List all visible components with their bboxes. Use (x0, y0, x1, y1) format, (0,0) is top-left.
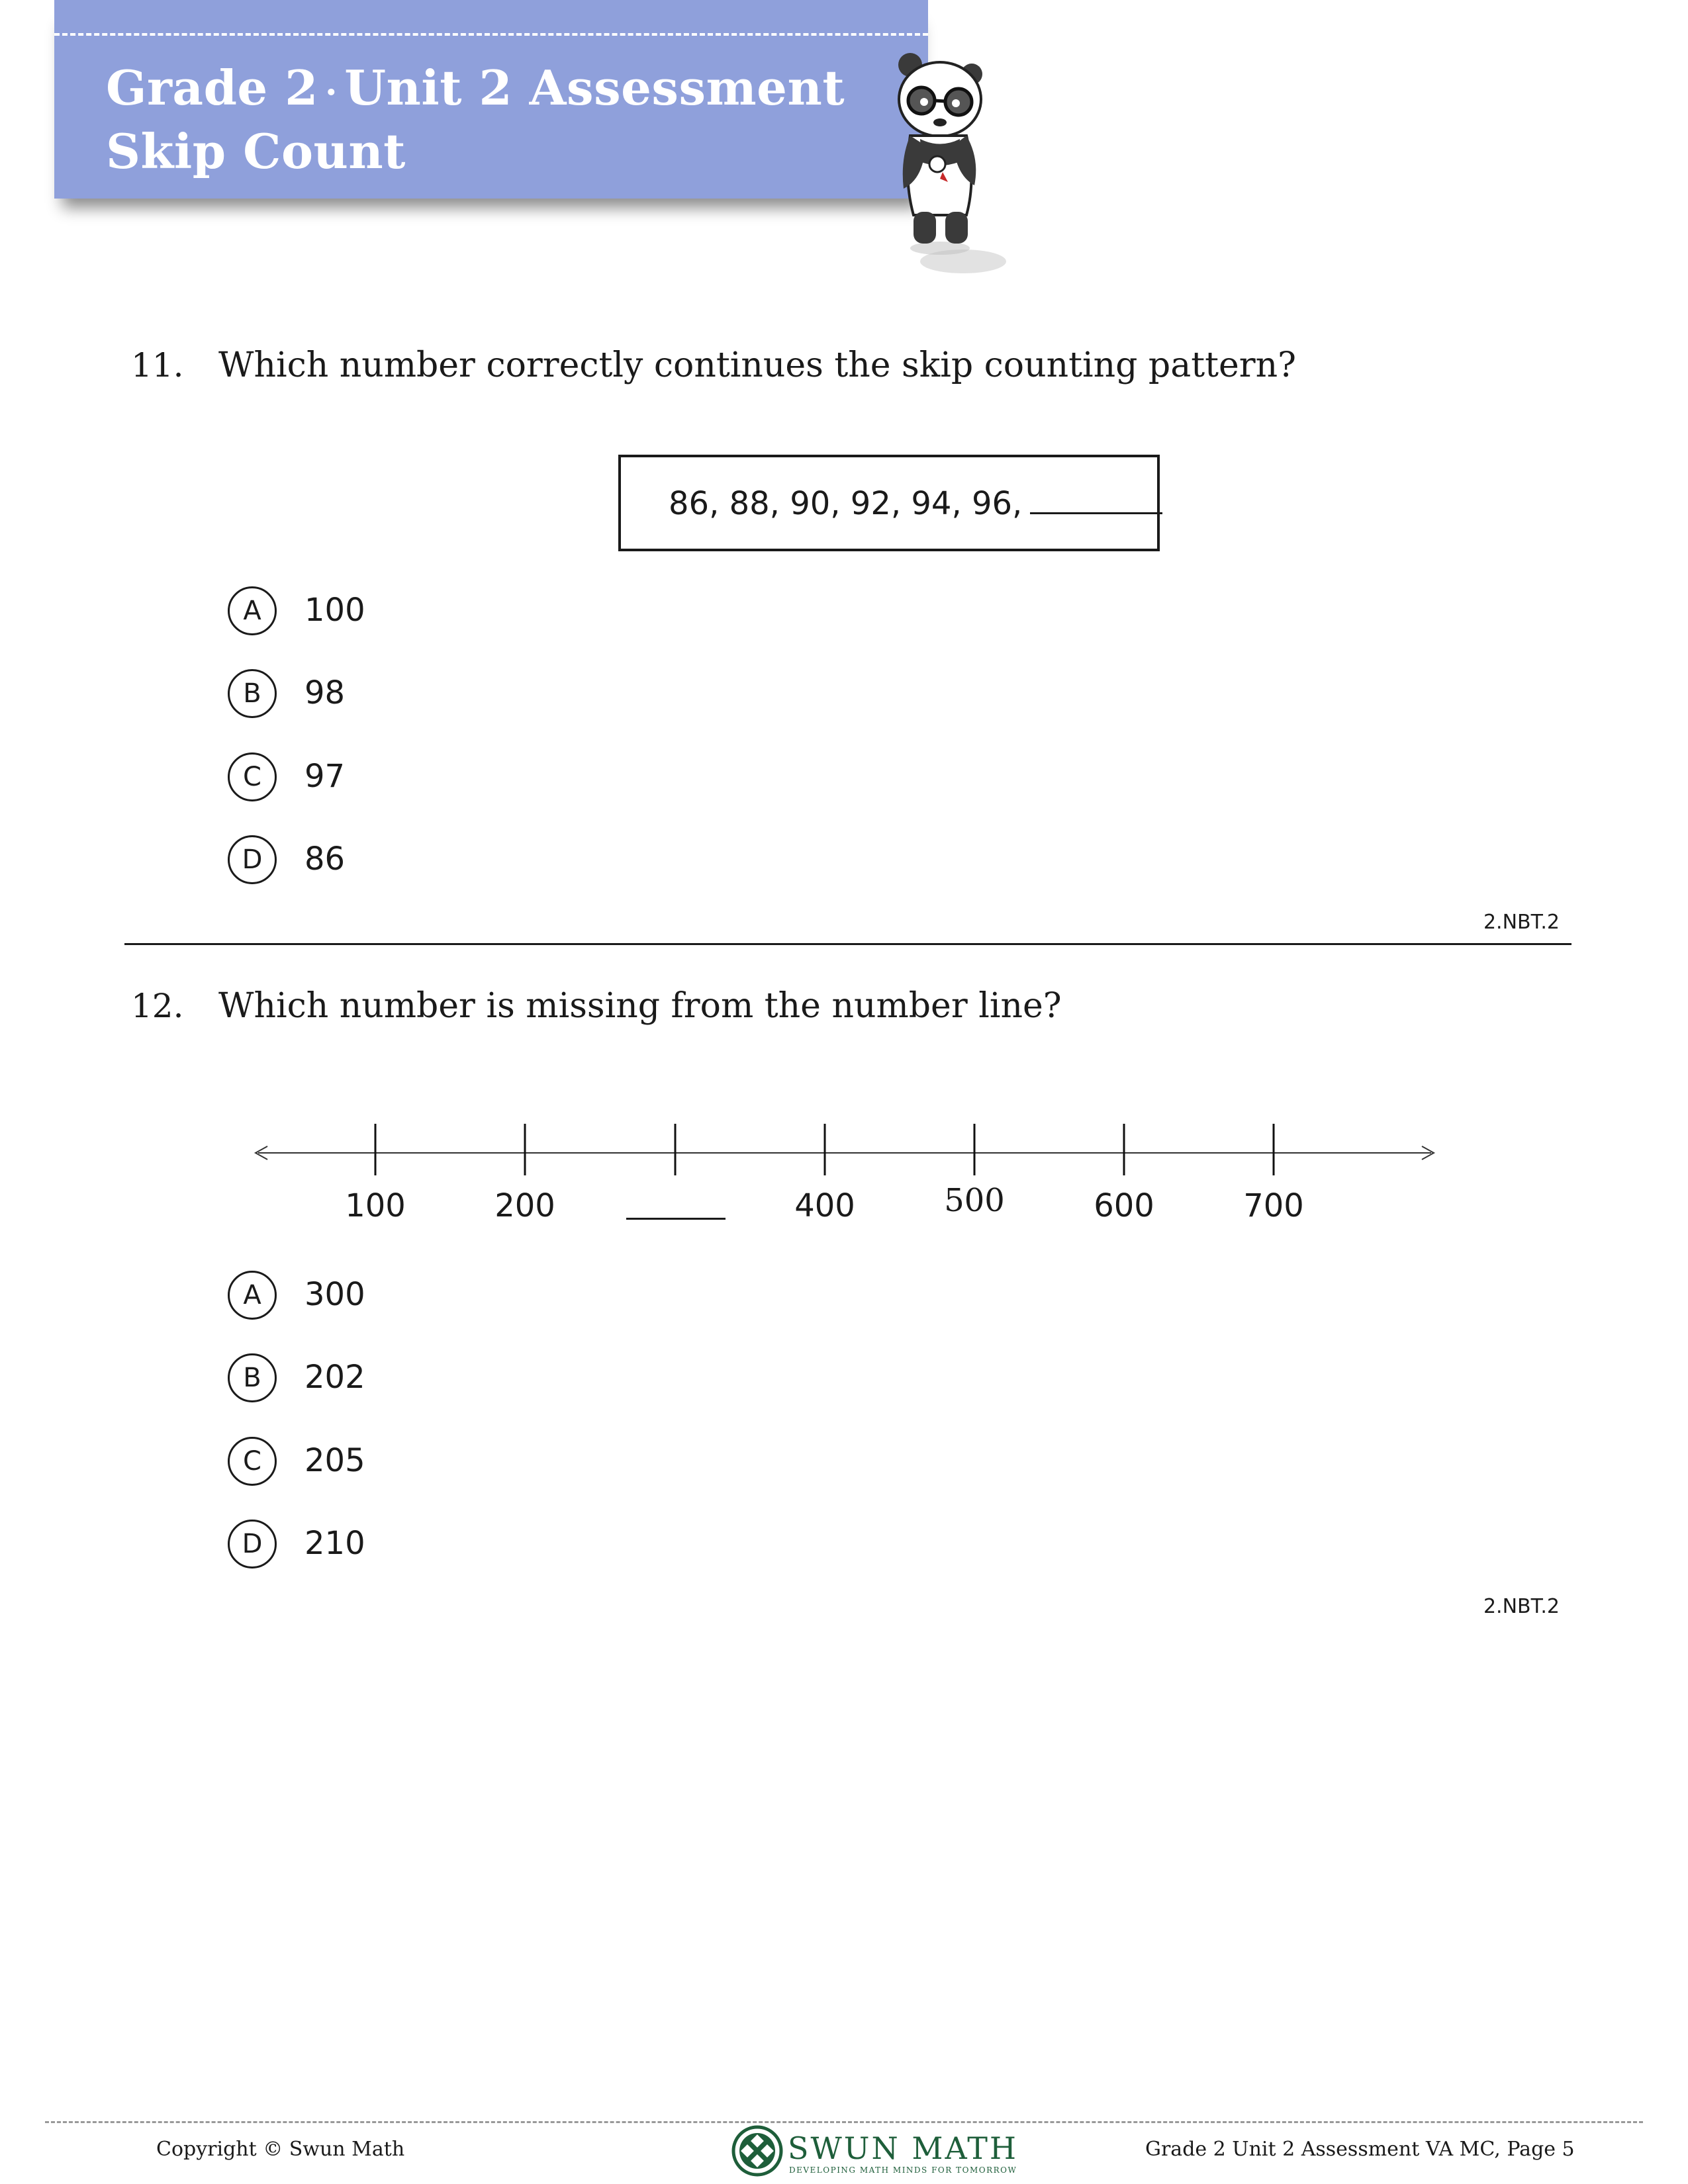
page-title (106, 58, 845, 181)
q11-option-c-value: 97 (305, 758, 346, 795)
q12-option-d-bubble[interactable]: D (228, 1520, 277, 1569)
q11-option-d-value: 86 (305, 841, 346, 878)
question-divider (124, 943, 1571, 945)
number-line-left-arrow-icon (256, 1146, 267, 1160)
number-line-right-arrow-icon (1422, 1146, 1434, 1160)
title-separator: · (324, 71, 338, 113)
title-topic: Skip Count (106, 123, 406, 179)
header-banner (54, 0, 928, 199)
title-unit: Unit 2 Assessment (344, 60, 845, 116)
pattern-numbers: 86, 88, 90, 92, 94, 96, (669, 485, 1023, 522)
swun-math-logo (731, 2124, 1019, 2184)
pattern-sequence (669, 484, 1162, 523)
q11-option-a-bubble[interactable]: A (228, 586, 277, 635)
question-12-number: 12. (131, 987, 184, 1025)
tick-label-100: 100 (345, 1187, 406, 1224)
q12-standard: 2.NBT.2 (1483, 1595, 1560, 1618)
q12-option-b-value: 202 (305, 1359, 365, 1396)
pattern-answer-blank (1030, 486, 1162, 514)
panda-mascot-icon (874, 46, 1006, 285)
tick-label-600: 600 (1094, 1187, 1154, 1224)
q12-option-a-value: 300 (305, 1276, 365, 1313)
q12-option-c-bubble[interactable]: C (228, 1437, 277, 1486)
title-grade: Grade 2 (106, 60, 318, 116)
footer-page-label: Grade 2 Unit 2 Assessment VA MC, Page 5 (1145, 2138, 1575, 2161)
q12-option-d-value: 210 (305, 1525, 365, 1562)
logo-name: SWUN MATH (788, 2130, 1019, 2166)
tick-label-700: 700 (1243, 1187, 1304, 1224)
q11-option-d-bubble[interactable]: D (228, 835, 277, 884)
q12-option-b-bubble[interactable]: B (228, 1353, 277, 1402)
q11-standard: 2.NBT.2 (1483, 911, 1560, 934)
q11-option-c-bubble[interactable]: C (228, 752, 277, 801)
footer-dashed-line (45, 2121, 1643, 2123)
question-11-text: Which number correctly continues the skip counting pattern? (218, 345, 1296, 385)
tick-label-400: 400 (794, 1187, 855, 1224)
logo-tagline: DEVELOPING MATH MINDS FOR TOMORROW (789, 2165, 1017, 2175)
q11-option-b-value: 98 (305, 674, 346, 711)
tick-label-500: 500 (944, 1182, 1005, 1219)
pattern-box (618, 455, 1160, 551)
number-line-missing-blank (626, 1218, 726, 1220)
question-11-number: 11. (131, 346, 184, 385)
swun-logo-mark-icon (731, 2124, 784, 2177)
q11-option-b-bubble[interactable]: B (228, 669, 277, 718)
q12-option-a-bubble[interactable]: A (228, 1271, 277, 1320)
question-12-text: Which number is missing from the number line? (218, 986, 1062, 1026)
tick-label-200: 200 (494, 1187, 555, 1224)
title-line-1 (106, 58, 845, 122)
footer-copyright: Copyright © Swun Math (156, 2138, 405, 2161)
q12-option-c-value: 205 (305, 1442, 365, 1479)
q11-option-a-value: 100 (305, 592, 365, 629)
banner-dashed-line (54, 33, 928, 36)
